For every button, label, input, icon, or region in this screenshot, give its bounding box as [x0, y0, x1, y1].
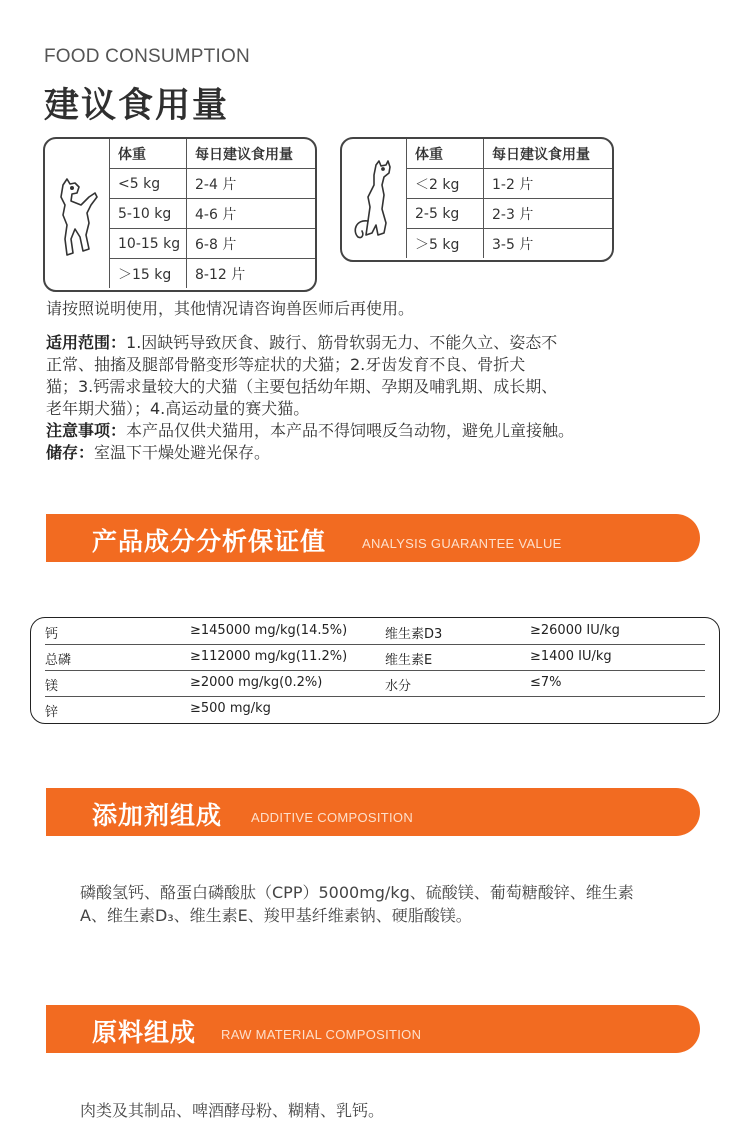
nutrient-value: ≥145000 mg/kg(14.5%) [190, 623, 348, 638]
table-row [110, 199, 316, 229]
weight-cell: ＞5 kg [407, 229, 484, 259]
additive-text [80, 881, 690, 927]
amount-cell: 1-2 片 [484, 169, 613, 199]
nutrient-value: ≥26000 IU/kg [530, 623, 620, 638]
table-row [45, 696, 705, 722]
header-daily-amount: 每日建议食用量 [187, 139, 316, 169]
amount-cell: 2-3 片 [484, 199, 613, 229]
nutrient-name: 锌 [45, 705, 59, 720]
table-row [110, 259, 316, 289]
table-row [45, 618, 705, 644]
nutrient-value: ≥2000 mg/kg(0.2%) [190, 675, 323, 690]
nutrient-name: 镁 [45, 679, 59, 694]
dog-icon [53, 175, 103, 263]
analysis-title-en: ANALYSIS GUARANTEE VALUE [362, 536, 562, 551]
table-row [407, 229, 613, 259]
additive-line: A、维生素D₃、维生素E、羧甲基纤维素钠、硬脂酸镁。 [80, 906, 472, 925]
nutrient-name: 总磷 [45, 653, 72, 668]
weight-cell: 2-5 kg [407, 199, 484, 229]
analysis-title-cn: 产品成分分析保证值 [92, 527, 327, 556]
additive-title-en: ADDITIVE COMPOSITION [251, 810, 414, 825]
header-weight: 体重 [407, 139, 484, 169]
usage-note: 请按照说明使用，其他情况请咨询兽医师后再使用。 [46, 299, 415, 318]
additive-line: 磷酸氢钙、酪蛋白磷酸肽（CPP）5000mg/kg、硫酸镁、葡萄糖酸锌、维生素 [80, 883, 634, 902]
nutrient-name: 水分 [385, 679, 412, 694]
caution-line: 注意事项：本产品仅供犬猫用，本产品不得饲喂反刍动物，避免儿童接触。 [46, 421, 575, 440]
amount-cell: 2-4 片 [187, 169, 316, 199]
scope-line: 正常、抽搐及腿部骨骼变形等症状的犬猫；2.牙齿发育不良、骨折犬 [46, 355, 526, 374]
storage-label: 储存： [46, 443, 95, 462]
weight-cell: ＞15 kg [110, 259, 187, 289]
table-row [110, 169, 316, 199]
scope-label: 适用范围： [46, 333, 127, 352]
nutrient-value: ≥1400 IU/kg [530, 649, 612, 664]
nutrient-value: ≥112000 mg/kg(11.2%) [190, 649, 348, 664]
dog-dosage-table [109, 139, 315, 288]
nutrient-name: 维生素E [385, 653, 433, 668]
section-title-en: FOOD CONSUMPTION [44, 46, 250, 67]
weight-cell: 10-15 kg [110, 229, 187, 259]
header-weight: 体重 [110, 139, 187, 169]
header-daily-amount: 每日建议食用量 [484, 139, 613, 169]
caution-label: 注意事项： [46, 421, 127, 440]
table-row [45, 644, 705, 670]
weight-cell: ＜2 kg [407, 169, 484, 199]
additive-banner [46, 788, 700, 836]
table-header-row [407, 139, 613, 169]
analysis-table [30, 617, 720, 724]
scope-line: 猫；3.钙需求量较大的犬猫（主要包括幼年期、孕期及哺乳期、成长期、 [46, 377, 558, 396]
nutrient-name: 钙 [45, 627, 59, 642]
nutrient-value: ≤7% [530, 675, 562, 690]
weight-cell: 5-10 kg [110, 199, 187, 229]
scope-paragraph [46, 332, 686, 464]
raw-title-en: RAW MATERIAL COMPOSITION [221, 1027, 422, 1042]
weight-cell: <5 kg [110, 169, 187, 199]
amount-cell: 8-12 片 [187, 259, 316, 289]
amount-cell: 6-8 片 [187, 229, 316, 259]
table-row [110, 229, 316, 259]
nutrient-name: 维生素D3 [385, 627, 443, 642]
raw-material-banner [46, 1005, 700, 1053]
storage-line: 储存：室温下干燥处避光保存。 [46, 443, 271, 462]
raw-title-cn: 原料组成 [92, 1018, 197, 1047]
cat-icon [348, 159, 400, 241]
amount-cell: 3-5 片 [484, 229, 613, 259]
cat-dosage-table [406, 139, 612, 258]
scope-line: 适用范围：1.因缺钙导致厌食、跛行、筋骨软弱无力、不能久立、姿态不 [46, 333, 558, 352]
raw-material-text: 肉类及其制品、啤酒酵母粉、糊精、乳钙。 [80, 1101, 385, 1120]
table-header-row [110, 139, 316, 169]
dog-dosage-card [43, 137, 317, 292]
analysis-banner [46, 514, 700, 562]
table-row [407, 199, 613, 229]
cat-dosage-card [340, 137, 614, 262]
nutrient-value: ≥500 mg/kg [190, 701, 271, 716]
table-row [45, 670, 705, 696]
table-row [407, 169, 613, 199]
additive-title-cn: 添加剂组成 [92, 801, 223, 830]
section-title-cn: 建议食用量 [44, 86, 230, 126]
scope-line: 老年期犬猫）；4.高运动量的赛犬猫。 [46, 399, 310, 418]
amount-cell: 4-6 片 [187, 199, 316, 229]
